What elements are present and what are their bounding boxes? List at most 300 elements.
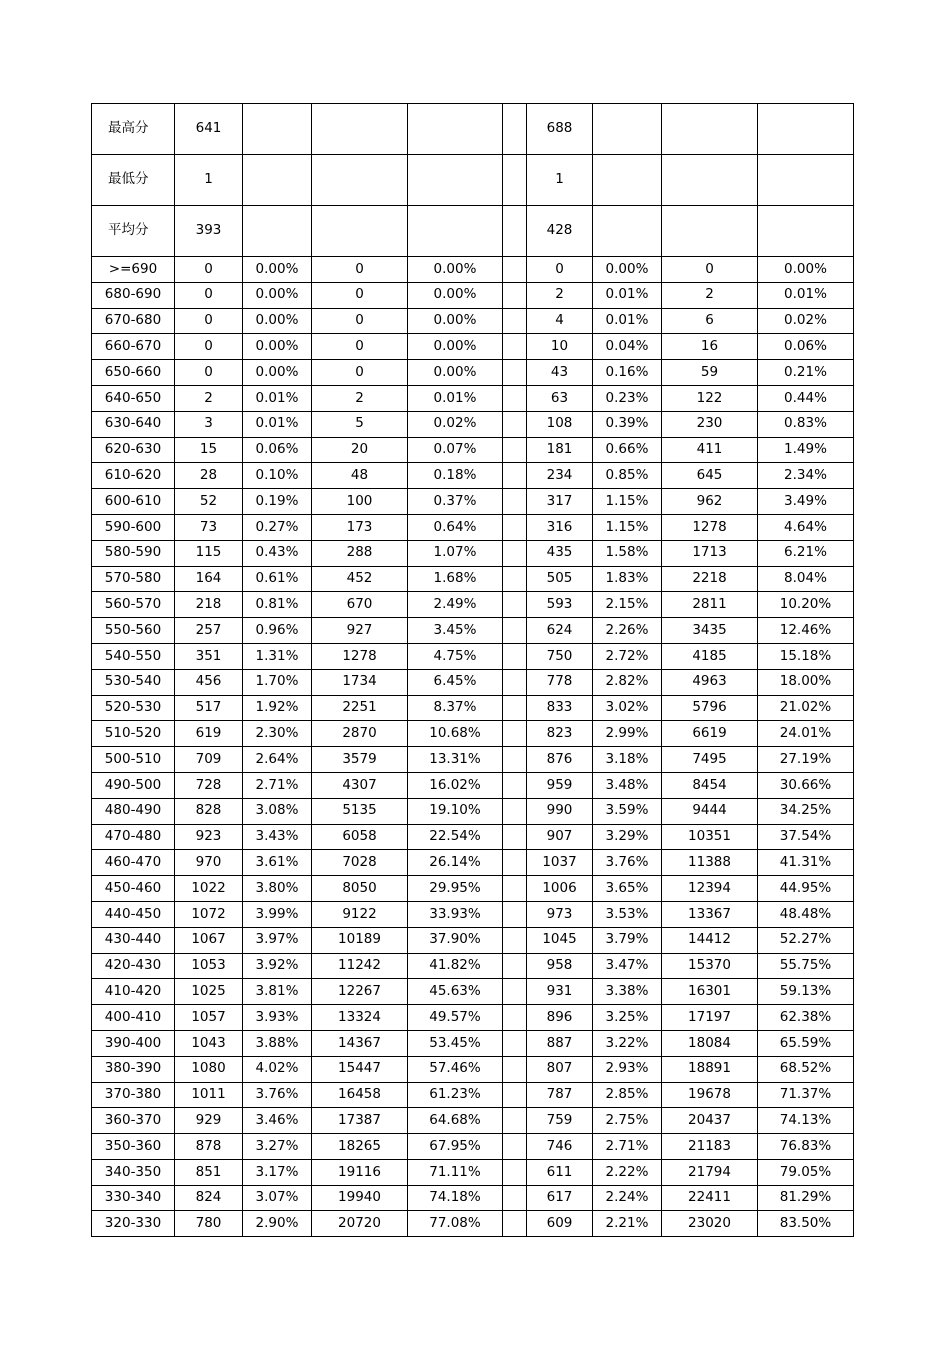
cumulative-left-cell: 0 xyxy=(312,257,408,283)
cumulative-right-cell: 230 xyxy=(662,411,758,437)
cumulative-percent-left-cell: 8.37% xyxy=(408,695,503,721)
cumulative-left-cell: 20720 xyxy=(312,1211,408,1237)
count-left-cell: 1022 xyxy=(175,876,243,902)
score-range-cell: 630-640 xyxy=(92,411,175,437)
percent-right-cell: 3.79% xyxy=(593,927,662,953)
count-right-cell: 611 xyxy=(527,1159,593,1185)
cumulative-percent-left-cell: 61.23% xyxy=(408,1082,503,1108)
score-range-cell: 650-660 xyxy=(92,360,175,386)
cumulative-right-cell: 11388 xyxy=(662,850,758,876)
empty-cell xyxy=(758,155,854,206)
cumulative-percent-left-cell: 33.93% xyxy=(408,901,503,927)
cumulative-percent-left-cell: 71.11% xyxy=(408,1159,503,1185)
cumulative-percent-right-cell: 44.95% xyxy=(758,876,854,902)
spacer-cell xyxy=(503,876,527,902)
count-right-cell: 609 xyxy=(527,1211,593,1237)
spacer-cell xyxy=(503,1108,527,1134)
table-row xyxy=(92,747,854,773)
spacer-cell xyxy=(503,979,527,1005)
score-range-cell: 410-420 xyxy=(92,979,175,1005)
count-right-cell: 823 xyxy=(527,721,593,747)
cumulative-percent-right-cell: 74.13% xyxy=(758,1108,854,1134)
count-left-cell: 1080 xyxy=(175,1056,243,1082)
table-row xyxy=(92,540,854,566)
cumulative-percent-left-cell: 2.49% xyxy=(408,592,503,618)
percent-left-cell: 3.97% xyxy=(243,927,312,953)
cumulative-left-cell: 48 xyxy=(312,463,408,489)
percent-left-cell: 0.19% xyxy=(243,489,312,515)
empty-cell xyxy=(312,104,408,155)
summary-label: 最高分 xyxy=(92,104,175,155)
spacer-cell xyxy=(503,489,527,515)
cumulative-percent-right-cell: 55.75% xyxy=(758,953,854,979)
count-right-cell: 807 xyxy=(527,1056,593,1082)
summary-value-right: 1 xyxy=(527,155,593,206)
percent-left-cell: 0.43% xyxy=(243,540,312,566)
percent-left-cell: 0.00% xyxy=(243,257,312,283)
summary-value-left: 641 xyxy=(175,104,243,155)
count-left-cell: 970 xyxy=(175,850,243,876)
cumulative-right-cell: 122 xyxy=(662,385,758,411)
cumulative-right-cell: 1278 xyxy=(662,514,758,540)
cumulative-right-cell: 1713 xyxy=(662,540,758,566)
summary-row-max xyxy=(92,104,854,155)
summary-value-right: 688 xyxy=(527,104,593,155)
score-range-cell: >=690 xyxy=(92,257,175,283)
spacer-cell xyxy=(503,618,527,644)
percent-left-cell: 2.30% xyxy=(243,721,312,747)
cumulative-percent-left-cell: 57.46% xyxy=(408,1056,503,1082)
cumulative-percent-left-cell: 6.45% xyxy=(408,669,503,695)
percent-right-cell: 3.47% xyxy=(593,953,662,979)
spacer-cell xyxy=(503,1030,527,1056)
percent-left-cell: 4.02% xyxy=(243,1056,312,1082)
percent-left-cell: 2.90% xyxy=(243,1211,312,1237)
percent-right-cell: 0.39% xyxy=(593,411,662,437)
cumulative-percent-right-cell: 30.66% xyxy=(758,772,854,798)
cumulative-left-cell: 0 xyxy=(312,360,408,386)
percent-left-cell: 0.00% xyxy=(243,282,312,308)
cumulative-right-cell: 411 xyxy=(662,437,758,463)
table-row xyxy=(92,463,854,489)
score-range-cell: 460-470 xyxy=(92,850,175,876)
cumulative-right-cell: 21794 xyxy=(662,1159,758,1185)
table-row xyxy=(92,772,854,798)
score-range-cell: 510-520 xyxy=(92,721,175,747)
cumulative-percent-left-cell: 49.57% xyxy=(408,1005,503,1031)
spacer-cell xyxy=(503,540,527,566)
spacer-cell xyxy=(503,721,527,747)
cumulative-right-cell: 13367 xyxy=(662,901,758,927)
cumulative-percent-right-cell: 24.01% xyxy=(758,721,854,747)
score-range-cell: 440-450 xyxy=(92,901,175,927)
cumulative-left-cell: 2 xyxy=(312,385,408,411)
count-left-cell: 923 xyxy=(175,824,243,850)
cumulative-percent-right-cell: 0.06% xyxy=(758,334,854,360)
cumulative-right-cell: 22411 xyxy=(662,1185,758,1211)
table-row xyxy=(92,1005,854,1031)
percent-right-cell: 0.85% xyxy=(593,463,662,489)
spacer-cell xyxy=(503,308,527,334)
spacer-cell xyxy=(503,669,527,695)
count-left-cell: 218 xyxy=(175,592,243,618)
count-left-cell: 0 xyxy=(175,308,243,334)
cumulative-right-cell: 2 xyxy=(662,282,758,308)
cumulative-left-cell: 15447 xyxy=(312,1056,408,1082)
empty-cell xyxy=(593,206,662,257)
count-left-cell: 851 xyxy=(175,1159,243,1185)
count-left-cell: 0 xyxy=(175,360,243,386)
spacer-cell xyxy=(503,747,527,773)
percent-left-cell: 3.07% xyxy=(243,1185,312,1211)
score-range-cell: 640-650 xyxy=(92,385,175,411)
cumulative-right-cell: 7495 xyxy=(662,747,758,773)
cumulative-percent-left-cell: 3.45% xyxy=(408,618,503,644)
cumulative-percent-right-cell: 79.05% xyxy=(758,1159,854,1185)
count-right-cell: 435 xyxy=(527,540,593,566)
cumulative-left-cell: 288 xyxy=(312,540,408,566)
cumulative-percent-right-cell: 4.64% xyxy=(758,514,854,540)
cumulative-percent-right-cell: 83.50% xyxy=(758,1211,854,1237)
spacer-cell xyxy=(503,953,527,979)
count-right-cell: 108 xyxy=(527,411,593,437)
cumulative-right-cell: 8454 xyxy=(662,772,758,798)
summary-label: 平均分 xyxy=(92,206,175,257)
cumulative-left-cell: 5135 xyxy=(312,798,408,824)
percent-left-cell: 3.99% xyxy=(243,901,312,927)
cumulative-percent-right-cell: 21.02% xyxy=(758,695,854,721)
count-left-cell: 257 xyxy=(175,618,243,644)
cumulative-right-cell: 12394 xyxy=(662,876,758,902)
cumulative-right-cell: 59 xyxy=(662,360,758,386)
cumulative-percent-right-cell: 52.27% xyxy=(758,927,854,953)
cumulative-percent-right-cell: 62.38% xyxy=(758,1005,854,1031)
count-left-cell: 1043 xyxy=(175,1030,243,1056)
percent-left-cell: 3.61% xyxy=(243,850,312,876)
cumulative-right-cell: 18891 xyxy=(662,1056,758,1082)
cumulative-right-cell: 3435 xyxy=(662,618,758,644)
count-left-cell: 2 xyxy=(175,385,243,411)
cumulative-left-cell: 14367 xyxy=(312,1030,408,1056)
count-left-cell: 780 xyxy=(175,1211,243,1237)
cumulative-percent-right-cell: 0.00% xyxy=(758,257,854,283)
percent-right-cell: 0.00% xyxy=(593,257,662,283)
count-left-cell: 3 xyxy=(175,411,243,437)
percent-right-cell: 3.22% xyxy=(593,1030,662,1056)
spacer-cell xyxy=(503,360,527,386)
percent-right-cell: 2.82% xyxy=(593,669,662,695)
percent-right-cell: 3.29% xyxy=(593,824,662,850)
cumulative-left-cell: 2870 xyxy=(312,721,408,747)
table-row xyxy=(92,1185,854,1211)
cumulative-percent-left-cell: 0.00% xyxy=(408,282,503,308)
cumulative-left-cell: 17387 xyxy=(312,1108,408,1134)
cumulative-right-cell: 16 xyxy=(662,334,758,360)
cumulative-percent-left-cell: 22.54% xyxy=(408,824,503,850)
cumulative-left-cell: 100 xyxy=(312,489,408,515)
cumulative-left-cell: 7028 xyxy=(312,850,408,876)
count-left-cell: 728 xyxy=(175,772,243,798)
cumulative-percent-right-cell: 15.18% xyxy=(758,643,854,669)
spacer-cell xyxy=(503,334,527,360)
score-range-cell: 420-430 xyxy=(92,953,175,979)
percent-right-cell: 3.48% xyxy=(593,772,662,798)
cumulative-percent-right-cell: 0.44% xyxy=(758,385,854,411)
score-range-cell: 590-600 xyxy=(92,514,175,540)
cumulative-percent-right-cell: 0.01% xyxy=(758,282,854,308)
percent-right-cell: 2.26% xyxy=(593,618,662,644)
count-left-cell: 351 xyxy=(175,643,243,669)
table-row xyxy=(92,824,854,850)
cumulative-left-cell: 670 xyxy=(312,592,408,618)
empty-cell xyxy=(312,206,408,257)
cumulative-left-cell: 13324 xyxy=(312,1005,408,1031)
percent-left-cell: 0.00% xyxy=(243,334,312,360)
count-right-cell: 833 xyxy=(527,695,593,721)
percent-left-cell: 0.81% xyxy=(243,592,312,618)
score-range-cell: 340-350 xyxy=(92,1159,175,1185)
summary-label: 最低分 xyxy=(92,155,175,206)
cumulative-right-cell: 21183 xyxy=(662,1134,758,1160)
percent-right-cell: 2.21% xyxy=(593,1211,662,1237)
cumulative-left-cell: 0 xyxy=(312,282,408,308)
percent-right-cell: 3.76% xyxy=(593,850,662,876)
cumulative-percent-left-cell: 1.07% xyxy=(408,540,503,566)
table-row xyxy=(92,360,854,386)
percent-right-cell: 0.66% xyxy=(593,437,662,463)
count-right-cell: 316 xyxy=(527,514,593,540)
cumulative-percent-right-cell: 34.25% xyxy=(758,798,854,824)
summary-row-avg xyxy=(92,206,854,257)
percent-left-cell: 0.00% xyxy=(243,360,312,386)
table-row xyxy=(92,695,854,721)
cumulative-left-cell: 0 xyxy=(312,308,408,334)
cumulative-percent-right-cell: 48.48% xyxy=(758,901,854,927)
cumulative-percent-right-cell: 71.37% xyxy=(758,1082,854,1108)
cumulative-percent-left-cell: 74.18% xyxy=(408,1185,503,1211)
cumulative-percent-right-cell: 12.46% xyxy=(758,618,854,644)
spacer-cell xyxy=(503,1056,527,1082)
table-row xyxy=(92,385,854,411)
percent-right-cell: 2.22% xyxy=(593,1159,662,1185)
cumulative-right-cell: 4963 xyxy=(662,669,758,695)
spacer-cell xyxy=(503,1159,527,1185)
cumulative-percent-left-cell: 10.68% xyxy=(408,721,503,747)
percent-left-cell: 0.06% xyxy=(243,437,312,463)
cumulative-percent-left-cell: 26.14% xyxy=(408,850,503,876)
cumulative-right-cell: 14412 xyxy=(662,927,758,953)
cumulative-percent-left-cell: 29.95% xyxy=(408,876,503,902)
cumulative-left-cell: 452 xyxy=(312,566,408,592)
cumulative-percent-right-cell: 10.20% xyxy=(758,592,854,618)
count-right-cell: 593 xyxy=(527,592,593,618)
cumulative-percent-left-cell: 0.00% xyxy=(408,257,503,283)
percent-right-cell: 3.25% xyxy=(593,1005,662,1031)
count-right-cell: 0 xyxy=(527,257,593,283)
cumulative-left-cell: 927 xyxy=(312,618,408,644)
count-left-cell: 878 xyxy=(175,1134,243,1160)
count-right-cell: 43 xyxy=(527,360,593,386)
spacer-cell xyxy=(503,1005,527,1031)
count-left-cell: 15 xyxy=(175,437,243,463)
cumulative-percent-left-cell: 41.82% xyxy=(408,953,503,979)
cumulative-left-cell: 3579 xyxy=(312,747,408,773)
count-right-cell: 787 xyxy=(527,1082,593,1108)
count-right-cell: 1037 xyxy=(527,850,593,876)
percent-right-cell: 0.01% xyxy=(593,282,662,308)
count-left-cell: 1025 xyxy=(175,979,243,1005)
spacer-cell xyxy=(503,1134,527,1160)
cumulative-percent-right-cell: 37.54% xyxy=(758,824,854,850)
percent-right-cell: 3.53% xyxy=(593,901,662,927)
count-right-cell: 778 xyxy=(527,669,593,695)
table-row xyxy=(92,850,854,876)
spacer-cell xyxy=(503,282,527,308)
percent-right-cell: 1.83% xyxy=(593,566,662,592)
count-left-cell: 1057 xyxy=(175,1005,243,1031)
table-row xyxy=(92,437,854,463)
cumulative-right-cell: 962 xyxy=(662,489,758,515)
table-row xyxy=(92,308,854,334)
count-right-cell: 10 xyxy=(527,334,593,360)
spacer-cell xyxy=(503,927,527,953)
cumulative-percent-right-cell: 3.49% xyxy=(758,489,854,515)
score-range-cell: 560-570 xyxy=(92,592,175,618)
score-range-cell: 330-340 xyxy=(92,1185,175,1211)
cumulative-right-cell: 2811 xyxy=(662,592,758,618)
percent-right-cell: 3.38% xyxy=(593,979,662,1005)
cumulative-percent-left-cell: 1.68% xyxy=(408,566,503,592)
percent-left-cell: 3.76% xyxy=(243,1082,312,1108)
spacer-cell xyxy=(503,824,527,850)
cumulative-right-cell: 17197 xyxy=(662,1005,758,1031)
count-right-cell: 624 xyxy=(527,618,593,644)
spacer-cell xyxy=(503,643,527,669)
score-range-cell: 390-400 xyxy=(92,1030,175,1056)
cumulative-percent-right-cell: 2.34% xyxy=(758,463,854,489)
table-row xyxy=(92,566,854,592)
count-right-cell: 907 xyxy=(527,824,593,850)
spacer-cell xyxy=(503,695,527,721)
percent-right-cell: 0.16% xyxy=(593,360,662,386)
count-right-cell: 746 xyxy=(527,1134,593,1160)
percent-right-cell: 2.75% xyxy=(593,1108,662,1134)
percent-right-cell: 0.23% xyxy=(593,385,662,411)
cumulative-percent-right-cell: 68.52% xyxy=(758,1056,854,1082)
count-left-cell: 1072 xyxy=(175,901,243,927)
cumulative-percent-right-cell: 8.04% xyxy=(758,566,854,592)
cumulative-right-cell: 16301 xyxy=(662,979,758,1005)
cumulative-percent-left-cell: 77.08% xyxy=(408,1211,503,1237)
cumulative-percent-right-cell: 27.19% xyxy=(758,747,854,773)
cumulative-left-cell: 5 xyxy=(312,411,408,437)
score-range-cell: 500-510 xyxy=(92,747,175,773)
score-range-cell: 540-550 xyxy=(92,643,175,669)
count-right-cell: 931 xyxy=(527,979,593,1005)
percent-right-cell: 1.15% xyxy=(593,514,662,540)
count-right-cell: 876 xyxy=(527,747,593,773)
cumulative-right-cell: 20437 xyxy=(662,1108,758,1134)
empty-cell xyxy=(243,155,312,206)
percent-left-cell: 0.00% xyxy=(243,308,312,334)
score-range-cell: 580-590 xyxy=(92,540,175,566)
spacer-cell xyxy=(503,104,527,155)
score-range-cell: 380-390 xyxy=(92,1056,175,1082)
empty-cell xyxy=(243,206,312,257)
empty-cell xyxy=(312,155,408,206)
cumulative-percent-right-cell: 81.29% xyxy=(758,1185,854,1211)
table-row xyxy=(92,1108,854,1134)
percent-left-cell: 1.92% xyxy=(243,695,312,721)
percent-left-cell: 2.64% xyxy=(243,747,312,773)
spacer-cell xyxy=(503,798,527,824)
count-right-cell: 505 xyxy=(527,566,593,592)
count-right-cell: 958 xyxy=(527,953,593,979)
cumulative-percent-left-cell: 0.02% xyxy=(408,411,503,437)
count-left-cell: 517 xyxy=(175,695,243,721)
table-row xyxy=(92,1211,854,1237)
percent-left-cell: 0.61% xyxy=(243,566,312,592)
cumulative-percent-right-cell: 0.21% xyxy=(758,360,854,386)
table-row xyxy=(92,411,854,437)
score-range-cell: 620-630 xyxy=(92,437,175,463)
cumulative-percent-left-cell: 0.64% xyxy=(408,514,503,540)
percent-left-cell: 3.27% xyxy=(243,1134,312,1160)
count-right-cell: 896 xyxy=(527,1005,593,1031)
cumulative-percent-left-cell: 0.37% xyxy=(408,489,503,515)
cumulative-percent-right-cell: 76.83% xyxy=(758,1134,854,1160)
cumulative-left-cell: 16458 xyxy=(312,1082,408,1108)
count-right-cell: 887 xyxy=(527,1030,593,1056)
cumulative-left-cell: 9122 xyxy=(312,901,408,927)
score-range-cell: 600-610 xyxy=(92,489,175,515)
score-range-cell: 490-500 xyxy=(92,772,175,798)
spacer-cell xyxy=(503,1211,527,1237)
cumulative-percent-right-cell: 1.49% xyxy=(758,437,854,463)
count-right-cell: 959 xyxy=(527,772,593,798)
percent-right-cell: 2.72% xyxy=(593,643,662,669)
spacer-cell xyxy=(503,437,527,463)
count-left-cell: 164 xyxy=(175,566,243,592)
table-row xyxy=(92,1030,854,1056)
cumulative-left-cell: 20 xyxy=(312,437,408,463)
percent-right-cell: 3.65% xyxy=(593,876,662,902)
table-row xyxy=(92,1134,854,1160)
count-left-cell: 619 xyxy=(175,721,243,747)
spacer-cell xyxy=(503,1082,527,1108)
count-right-cell: 990 xyxy=(527,798,593,824)
table-row xyxy=(92,979,854,1005)
cumulative-percent-left-cell: 4.75% xyxy=(408,643,503,669)
empty-cell xyxy=(593,155,662,206)
score-range-cell: 320-330 xyxy=(92,1211,175,1237)
table-row xyxy=(92,618,854,644)
count-left-cell: 824 xyxy=(175,1185,243,1211)
cumulative-percent-right-cell: 6.21% xyxy=(758,540,854,566)
spacer-cell xyxy=(503,850,527,876)
table-row xyxy=(92,798,854,824)
table-row xyxy=(92,1082,854,1108)
cumulative-left-cell: 1734 xyxy=(312,669,408,695)
count-right-cell: 63 xyxy=(527,385,593,411)
empty-cell xyxy=(243,104,312,155)
table-row xyxy=(92,953,854,979)
percent-left-cell: 3.17% xyxy=(243,1159,312,1185)
empty-cell xyxy=(408,155,503,206)
cumulative-left-cell: 10189 xyxy=(312,927,408,953)
score-range-cell: 660-670 xyxy=(92,334,175,360)
score-range-cell: 350-360 xyxy=(92,1134,175,1160)
